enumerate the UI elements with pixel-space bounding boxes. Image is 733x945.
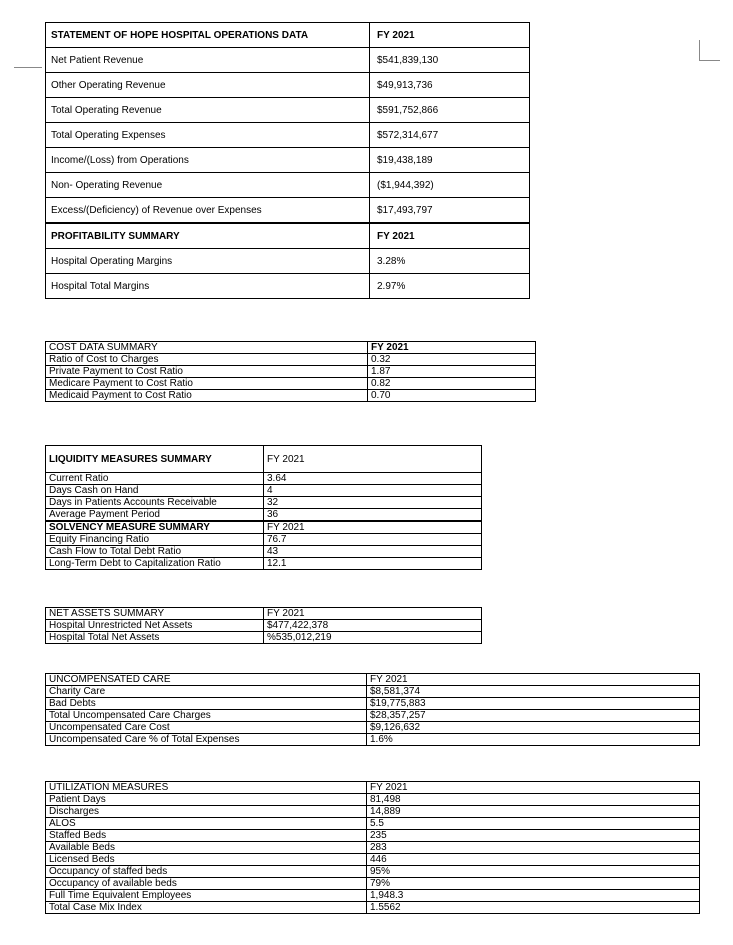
row-label: Hospital Unrestricted Net Assets bbox=[46, 620, 264, 632]
operations-header-label: STATEMENT OF HOPE HOSPITAL OPERATIONS DATA bbox=[46, 23, 370, 48]
table-row bbox=[46, 98, 530, 123]
table-row bbox=[46, 509, 482, 522]
utilization-header-year: FY 2021 bbox=[367, 782, 700, 794]
row-label: Total Operating Revenue bbox=[46, 98, 370, 123]
row-value: $591,752,866 bbox=[370, 98, 530, 123]
row-value: 446 bbox=[367, 854, 700, 866]
utilization-header-label: UTILIZATION MEASURES bbox=[46, 782, 367, 794]
row-label: Non- Operating Revenue bbox=[46, 173, 370, 198]
cost-header-year: FY 2021 bbox=[368, 342, 536, 354]
row-label: Hospital Total Net Assets bbox=[46, 632, 264, 644]
table-row bbox=[46, 620, 482, 632]
row-label: Discharges bbox=[46, 806, 367, 818]
row-label: Occupancy of staffed beds bbox=[46, 866, 367, 878]
table-row bbox=[46, 890, 700, 902]
cost-header-label: COST DATA SUMMARY bbox=[46, 342, 368, 354]
row-value: 1.6% bbox=[367, 734, 700, 746]
table-row bbox=[46, 485, 482, 497]
row-label: Other Operating Revenue bbox=[46, 73, 370, 98]
row-label: Bad Debts bbox=[46, 698, 367, 710]
row-value: 1,948.3 bbox=[367, 890, 700, 902]
row-label: ALOS bbox=[46, 818, 367, 830]
row-label: Hospital Total Margins bbox=[46, 274, 370, 299]
row-label: Total Uncompensated Care Charges bbox=[46, 710, 367, 722]
profitability-header-row bbox=[46, 223, 530, 249]
row-label: Occupancy of available beds bbox=[46, 878, 367, 890]
row-value: 235 bbox=[367, 830, 700, 842]
row-label: Days in Patients Accounts Receivable bbox=[46, 497, 264, 509]
row-label: Excess/(Deficiency) of Revenue over Expenses bbox=[46, 198, 370, 224]
table-row bbox=[46, 878, 700, 890]
row-value: 5.5 bbox=[367, 818, 700, 830]
row-value: 3.28% bbox=[370, 249, 530, 274]
table-row bbox=[46, 390, 536, 402]
row-label: Staffed Beds bbox=[46, 830, 367, 842]
row-value: 95% bbox=[367, 866, 700, 878]
row-value: $49,913,736 bbox=[370, 73, 530, 98]
table-row bbox=[46, 148, 530, 173]
row-value: $9,126,632 bbox=[367, 722, 700, 734]
table-row bbox=[46, 546, 482, 558]
row-label: Private Payment to Cost Ratio bbox=[46, 366, 368, 378]
row-value: 2.97% bbox=[370, 274, 530, 299]
uncompensated-header-year: FY 2021 bbox=[367, 674, 700, 686]
net-assets-header-year: FY 2021 bbox=[264, 608, 482, 620]
table-row bbox=[46, 842, 700, 854]
table-row bbox=[46, 473, 482, 485]
table-row bbox=[46, 686, 700, 698]
row-label: Hospital Operating Margins bbox=[46, 249, 370, 274]
table-row bbox=[46, 366, 536, 378]
table-row bbox=[46, 354, 536, 366]
row-value: ($1,944,392) bbox=[370, 173, 530, 198]
cost-table bbox=[45, 341, 536, 402]
table-row bbox=[46, 632, 482, 644]
row-label: Uncompensated Care % of Total Expenses bbox=[46, 734, 367, 746]
page-corner-mark bbox=[699, 40, 720, 61]
table-row bbox=[46, 722, 700, 734]
row-value: 81,498 bbox=[367, 794, 700, 806]
row-value: 3.64 bbox=[264, 473, 482, 485]
table-row bbox=[46, 818, 700, 830]
row-value: 0.82 bbox=[368, 378, 536, 390]
row-value: 14,889 bbox=[367, 806, 700, 818]
operations-header-year: FY 2021 bbox=[370, 23, 530, 48]
row-label: Days Cash on Hand bbox=[46, 485, 264, 497]
row-value: 0.32 bbox=[368, 354, 536, 366]
liquidity-header-label: LIQUIDITY MEASURES SUMMARY bbox=[46, 446, 264, 473]
table-row bbox=[46, 497, 482, 509]
table-row bbox=[46, 274, 530, 299]
table-row bbox=[46, 854, 700, 866]
row-value: $541,839,130 bbox=[370, 48, 530, 73]
solvency-header-year: FY 2021 bbox=[264, 521, 482, 534]
row-label: Income/(Loss) from Operations bbox=[46, 148, 370, 173]
table-row bbox=[46, 902, 700, 914]
row-label: Cash Flow to Total Debt Ratio bbox=[46, 546, 264, 558]
row-value: 76.7 bbox=[264, 534, 482, 546]
row-value: 1.87 bbox=[368, 366, 536, 378]
row-value: 43 bbox=[264, 546, 482, 558]
table-row bbox=[46, 249, 530, 274]
row-value: $477,422,378 bbox=[264, 620, 482, 632]
row-value: 0.70 bbox=[368, 390, 536, 402]
row-label: Full Time Equivalent Employees bbox=[46, 890, 367, 902]
row-value: 12.1 bbox=[264, 558, 482, 570]
row-label: Available Beds bbox=[46, 842, 367, 854]
uncompensated-header-row bbox=[46, 674, 700, 686]
row-label: Ratio of Cost to Charges bbox=[46, 354, 368, 366]
row-value: $19,438,189 bbox=[370, 148, 530, 173]
row-value: 32 bbox=[264, 497, 482, 509]
row-value: 36 bbox=[264, 509, 482, 522]
liquidity-header-year: FY 2021 bbox=[264, 446, 482, 473]
row-value: $17,493,797 bbox=[370, 198, 530, 224]
row-label: Uncompensated Care Cost bbox=[46, 722, 367, 734]
row-value: 1.5562 bbox=[367, 902, 700, 914]
profitability-header-year: FY 2021 bbox=[370, 223, 530, 249]
solvency-header-row bbox=[46, 521, 482, 534]
row-label: Total Case Mix Index bbox=[46, 902, 367, 914]
table-row bbox=[46, 698, 700, 710]
table-row bbox=[46, 378, 536, 390]
table-row bbox=[46, 198, 530, 224]
table-row bbox=[46, 710, 700, 722]
utilization-header-row bbox=[46, 782, 700, 794]
table-row bbox=[46, 173, 530, 198]
row-label: Licensed Beds bbox=[46, 854, 367, 866]
row-label: Charity Care bbox=[46, 686, 367, 698]
row-value: 283 bbox=[367, 842, 700, 854]
profitability-header-label: PROFITABILITY SUMMARY bbox=[46, 223, 370, 249]
row-label: Average Payment Period bbox=[46, 509, 264, 522]
row-label: Current Ratio bbox=[46, 473, 264, 485]
row-value: $572,314,677 bbox=[370, 123, 530, 148]
table-row bbox=[46, 806, 700, 818]
uncompensated-header-label: UNCOMPENSATED CARE bbox=[46, 674, 367, 686]
cost-header-row bbox=[46, 342, 536, 354]
table-row bbox=[46, 73, 530, 98]
net-assets-header-label: NET ASSETS SUMMARY bbox=[46, 608, 264, 620]
row-value: 79% bbox=[367, 878, 700, 890]
solvency-header-label: SOLVENCY MEASURE SUMMARY bbox=[46, 521, 264, 534]
row-label: Patient Days bbox=[46, 794, 367, 806]
table-row bbox=[46, 794, 700, 806]
row-value: $28,357,257 bbox=[367, 710, 700, 722]
utilization-table bbox=[45, 781, 700, 914]
row-value: 4 bbox=[264, 485, 482, 497]
row-value: %535,012,219 bbox=[264, 632, 482, 644]
net-assets-header-row bbox=[46, 608, 482, 620]
row-label: Medicaid Payment to Cost Ratio bbox=[46, 390, 368, 402]
table-row bbox=[46, 830, 700, 842]
row-label: Long-Term Debt to Capitalization Ratio bbox=[46, 558, 264, 570]
table-row bbox=[46, 866, 700, 878]
operations-table bbox=[45, 22, 530, 299]
table-row bbox=[46, 48, 530, 73]
net-assets-table bbox=[45, 607, 482, 644]
table-row bbox=[46, 534, 482, 546]
liquidity-table bbox=[45, 445, 482, 570]
table-row bbox=[46, 558, 482, 570]
uncompensated-care-table bbox=[45, 673, 700, 746]
row-value: $19,775,883 bbox=[367, 698, 700, 710]
row-label: Net Patient Revenue bbox=[46, 48, 370, 73]
row-value: $8,581,374 bbox=[367, 686, 700, 698]
table-row bbox=[46, 123, 530, 148]
row-label: Total Operating Expenses bbox=[46, 123, 370, 148]
liquidity-header-row bbox=[46, 446, 482, 473]
margin-mark bbox=[14, 67, 42, 68]
operations-header-row bbox=[46, 23, 530, 48]
row-label: Medicare Payment to Cost Ratio bbox=[46, 378, 368, 390]
table-row bbox=[46, 734, 700, 746]
row-label: Equity Financing Ratio bbox=[46, 534, 264, 546]
